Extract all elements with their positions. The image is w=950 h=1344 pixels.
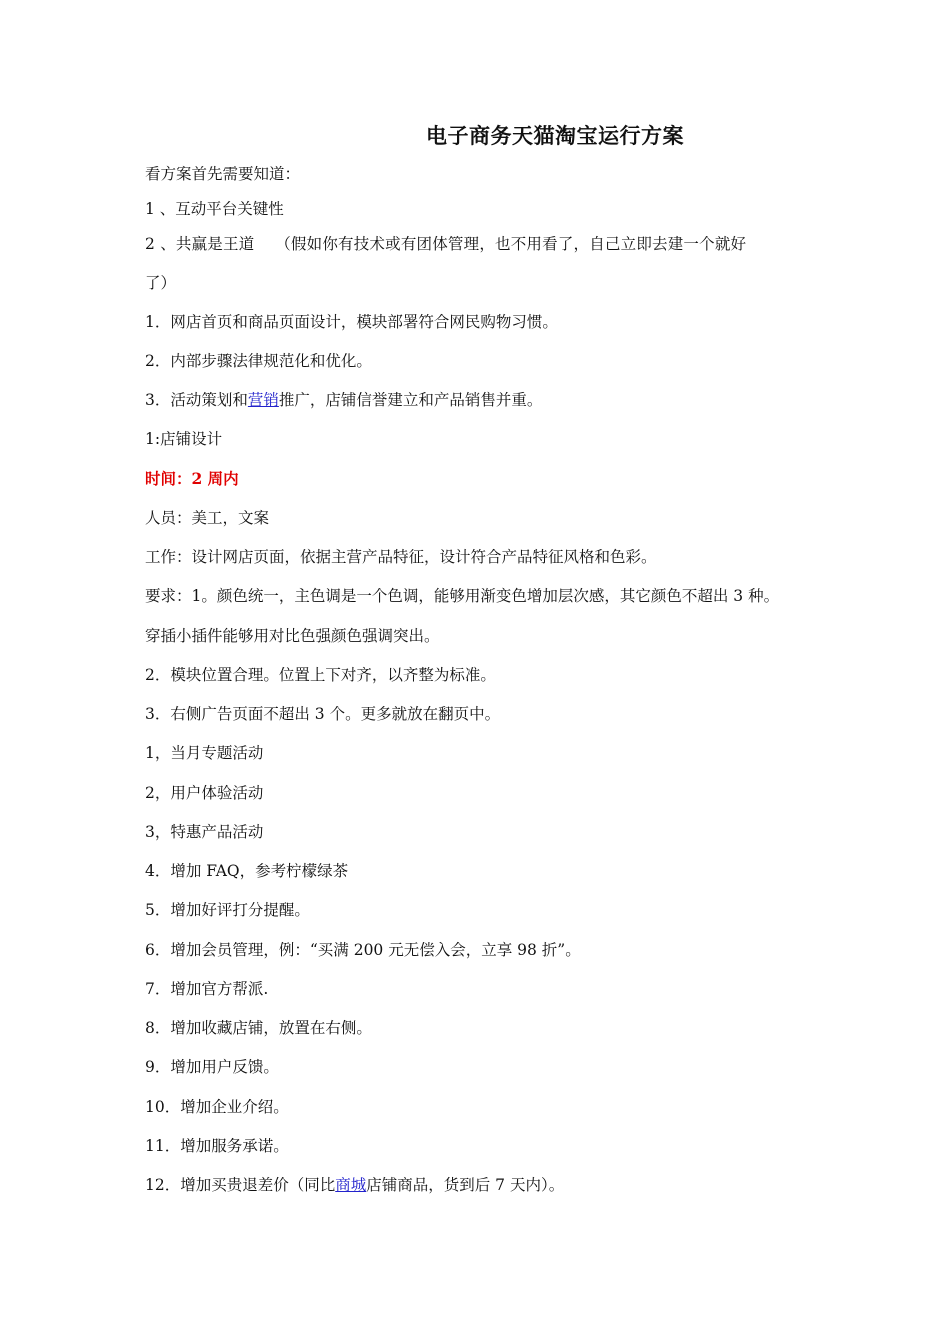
requirement-12-text-b: 店铺商品，货到后 7 天内）。 (366, 1176, 565, 1194)
work-line: 工作：设计网店页面，依据主营产品特征，设计符合产品特征风格和色彩。 (145, 548, 657, 566)
marketing-link[interactable]: 营销 (247, 391, 279, 409)
list-item-1: 1．网店首页和商品页面设计，模块部署符合网民购物习惯。 (145, 313, 558, 331)
staff-line: 人员：美工，文案 (145, 509, 270, 527)
section-heading-shop-design: 1:店铺设计 (145, 430, 223, 448)
list-item-3-text-b: 推广，店铺信誉建立和产品销售并重。 (278, 391, 543, 409)
requirement-11: 11．增加服务承诺。 (145, 1137, 289, 1155)
sub-item-2: 2，用户体验活动 (145, 784, 264, 802)
point-2-continued: 了） (145, 274, 177, 292)
list-item-2: 2．内部步骤法律规范化和优化。 (145, 352, 372, 370)
list-item-3-text-a: 3．活动策划和 (145, 391, 248, 409)
requirement-5: 5．增加好评打分提醒。 (145, 901, 310, 919)
requirement-4: 4．增加 FAQ，参考柠檬绿茶 (145, 862, 349, 880)
sub-item-1: 1，当月专题活动 (145, 744, 264, 762)
requirement-8: 8．增加收藏店铺，放置在右侧。 (145, 1019, 372, 1037)
requirement-10: 10．增加企业介绍。 (145, 1098, 289, 1116)
sub-item-3: 3，特惠产品活动 (145, 823, 264, 841)
mall-link[interactable]: 商城 (335, 1176, 367, 1194)
requirement-12 (145, 1175, 564, 1195)
intro-line: 看方案首先需要知道： (145, 165, 301, 183)
requirement-12-text-a: 12．增加买贵退差价（同比 (145, 1176, 336, 1194)
requirement-1-continued: 穿插小插件能够用对比色强颜色强调突出。 (145, 627, 440, 645)
time-line: 时间：2 周内 (145, 469, 239, 488)
requirement-3: 3．右侧广告页面不超出 3 个。更多就放在翻页中。 (145, 705, 501, 723)
requirement-7: 7．增加官方帮派. (145, 980, 269, 998)
list-item-3 (145, 390, 542, 410)
requirement-6: 6．增加会员管理，例：“买满 200 元无偿入会，立享 98 折”。 (145, 941, 581, 959)
requirement-2: 2．模块位置合理。位置上下对齐，以齐整为标准。 (145, 666, 496, 684)
point-2: 2 、共赢是王道 （假如你有技术或有团体管理，也不用看了，自己立即去建一个就好 (145, 235, 747, 253)
point-1: 1 、互动平台关键性 (145, 200, 284, 218)
document-title: 电子商务天猫淘宝运行方案 (426, 123, 684, 148)
requirement-1: 要求：1。颜色统一，主色调是一个色调，能够用渐变色增加层次感，其它颜色不超出 3 种。 (145, 587, 780, 605)
requirement-9: 9．增加用户反馈。 (145, 1058, 279, 1076)
